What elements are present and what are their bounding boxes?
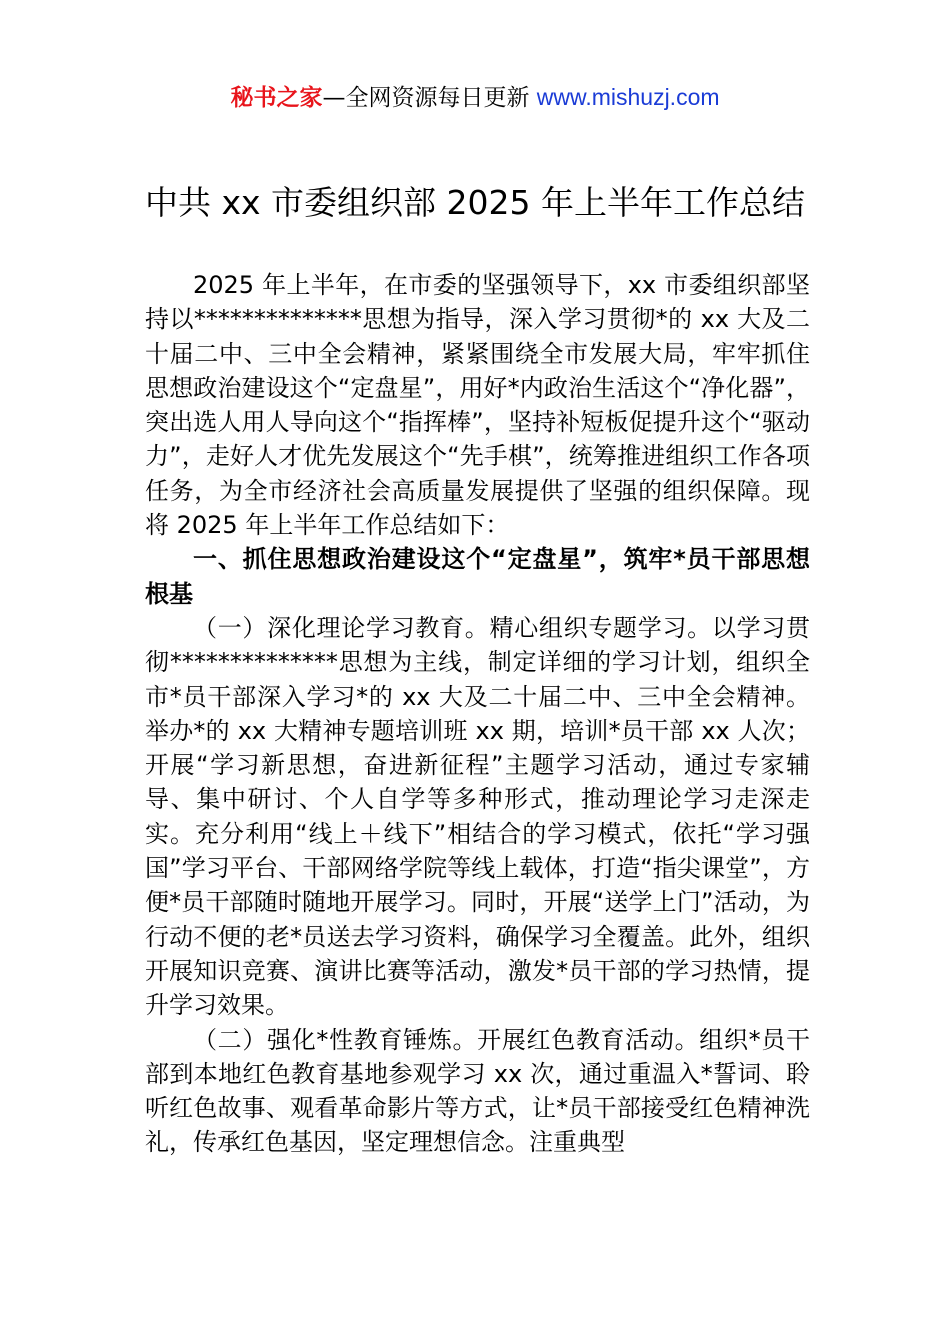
header-tagline: —全网资源每日更新 bbox=[322, 85, 537, 111]
subsection-paragraph-2: （二）强化*性教育锤炼。开展红色教育活动。组织*员干部到本地红色教育基地参观学习 xx 次，通过重温入*誓词、聆听红色故事、观看革命影片等方式，让*员干部接受红色精神洗礼，传承红色基因，坚定理想信念。注重典型 bbox=[145, 1025, 810, 1157]
site-url-link[interactable]: www.mishuzj.com bbox=[536, 84, 720, 110]
document-body bbox=[145, 268, 810, 1160]
subsection-paragraph-1: （一）深化理论学习教育。精心组织专题学习。以学习贯彻**************思想为主线，制定详细的学习计划，组织全市*员干部深入学习*的 xx 大及二十届二中、三中全会精神。举办*的 xx 大精神专题培训班 xx 期，培训*员干部 xx 人次；开展“学习新思想，奋进新征程”主题学习活动，通过专家辅导、集中研讨、个人自学等多种形式，推动理论学习走深走实。充分利用“线上＋线下”相结合的学习模式，依托“学习强国”学习平台、干部网络学院等线上载体，打造“指尖课堂”，方便*员干部随时随地开展学习。同时，开展“送学上门”活动，为行动不便的老*员送去学习资料，确保学习全覆盖。此外，组织开展知识竞赛、演讲比赛等活动，激发*员干部的学习热情，提升学习效果。 bbox=[145, 613, 810, 1020]
document-title: 中共 xx 市委组织部 2025 年上半年工作总结 bbox=[145, 183, 805, 222]
section-heading-1: 一、抓住思想政治建设这个“定盘星”，筑牢*员干部思想根基 bbox=[145, 545, 810, 608]
page-header bbox=[0, 80, 950, 115]
intro-paragraph: 2025 年上半年，在市委的坚强领导下，xx 市委组织部坚持以**************思想为指导，深入学习贯彻*的 xx 大及二十届二中、三中全会精神，紧紧围绕全市发展大局，牢牢抓住思想政治建设这个“定盘星”，用好*内政治生活这个“净化器”，突出选人用人导向这个“指挥棒”，坚持补短板促提升这个“驱动力”，走好人才优先发展这个“先手棋”，统筹推进组织工作各项任务，为全市经济社会高质量发展提供了坚强的组织保障。现将 2025 年上半年工作总结如下： bbox=[145, 271, 810, 540]
brand-name: 秘书之家 bbox=[230, 85, 323, 111]
